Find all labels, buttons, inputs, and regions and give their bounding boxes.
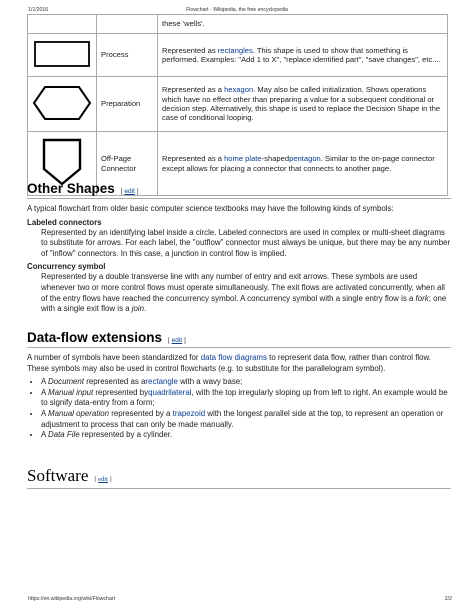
dataflow-intro: A number of symbols have been standardized for data flow diagrams to represent data flow, rather than control flow. These symbols may also be used in control flowcharts (e.g. to substitute for the parallelogram symbol).: [27, 353, 431, 373]
preparation-description: Represented as a hexagon. May also be called initialization. Shows operations which have no effect other than preparing a value for a subsequent conditional or decision step. Alternatively, this shape is used to replace the Decision Shape in the case of conditional looping.: [158, 77, 448, 132]
edit-link[interactable]: edit: [98, 476, 108, 483]
process-rectangle-icon: [32, 38, 92, 70]
labeled-connectors-heading: Labeled connectors: [27, 217, 102, 227]
offpage-description: Represented as a home plate-shapedpentagon. Similar to the on-page connector except allows for placing a connector that connects to another page.: [158, 132, 448, 196]
dataflow-section: [27, 330, 451, 441]
software-section: [27, 466, 451, 489]
section-heading: Software [ edit ]: [27, 466, 451, 489]
list-item: • A Manual input represented byquadrilateral, with the top irregularly sloping up from left to right. An example would be to signify data-entry from a form;: [41, 388, 451, 409]
dataflow-list: [27, 377, 451, 441]
section-heading: Data-flow extensions [ edit ]: [27, 330, 451, 348]
concurrency-text: Represented by a double transverse line with any number of entry and exit arrows. These symbols are used whenever two or more control flows must operate simultaneously. The exit flows are activated concurrently, when all of the entry flows have reached the concurrency symbol. A concurrency symbol with a single entry flow is a fork; one with a single exit flow is a join.: [41, 272, 447, 314]
list-item: • A Data File represented by a cylinder.: [41, 430, 451, 441]
other-shapes-intro: A typical flowchart from older basic computer science textbooks may have the following kinds of symbols:: [27, 204, 394, 213]
page-number: 2/2: [444, 596, 452, 602]
link-home-plate[interactable]: home plate: [224, 154, 262, 164]
link-rectangles[interactable]: rectangles: [217, 45, 253, 55]
list-item: • A Document represented as arectangle with a wavy base;: [41, 377, 451, 388]
link-hexagon[interactable]: hexagon: [224, 85, 254, 95]
row-description: these 'wells'.: [158, 15, 448, 34]
labeled-connectors-text: Represented by an identifying label inside a circle. Labeled connectors are used in complex or multi-sheet diagrams to substitute for arrows. For each label, the "outflow" connector must always be unique, but there may be any number of "inflow" connectors. In this case, a junction in control flow is implied.: [41, 227, 451, 258]
print-date: 1/1/2016: [28, 7, 49, 13]
table-row: [28, 77, 448, 132]
process-name: Process: [97, 34, 158, 77]
section-heading: Other Shapes [ edit ]: [27, 181, 451, 199]
preparation-name: Preparation: [97, 77, 158, 132]
offpage-name: Off-Page Connector: [97, 132, 158, 196]
link-rectangle[interactable]: rectangle: [145, 377, 178, 387]
list-item: • A Manual operation represented by a trapezoid with the longest parallel side at the top, to represent an operation or adjustment to process that can only be made manually.: [41, 409, 451, 430]
process-description: Represented as rectangles. This shape is used to show that something is performed. Examples: "Add 1 to X", "replace identified part", "save changes", etc....: [158, 34, 448, 77]
shapes-table: [27, 14, 448, 196]
link-quadrilateral[interactable]: quadrilateral: [148, 387, 192, 397]
preparation-symbol-cell: [28, 77, 97, 132]
link-trapezoid[interactable]: trapezoid: [172, 408, 206, 418]
preparation-hexagon-icon: [31, 83, 93, 123]
print-title: Flowchart - Wikipedia, the free encyclopedia: [186, 7, 288, 13]
process-symbol-cell: [28, 34, 97, 77]
table-row: [28, 15, 448, 34]
edit-link[interactable]: edit: [171, 337, 183, 344]
concurrency-heading: Concurrency symbol: [27, 262, 106, 272]
link-pentagon[interactable]: pentagon: [289, 154, 321, 164]
table-row: [28, 34, 448, 77]
edit-link[interactable]: edit: [124, 188, 135, 195]
other-shapes-section: [27, 181, 451, 315]
link-data-flow-diagrams[interactable]: data flow diagrams: [200, 353, 267, 362]
print-url: https://en.wikipedia.org/wiki/Flowchart: [28, 596, 116, 602]
